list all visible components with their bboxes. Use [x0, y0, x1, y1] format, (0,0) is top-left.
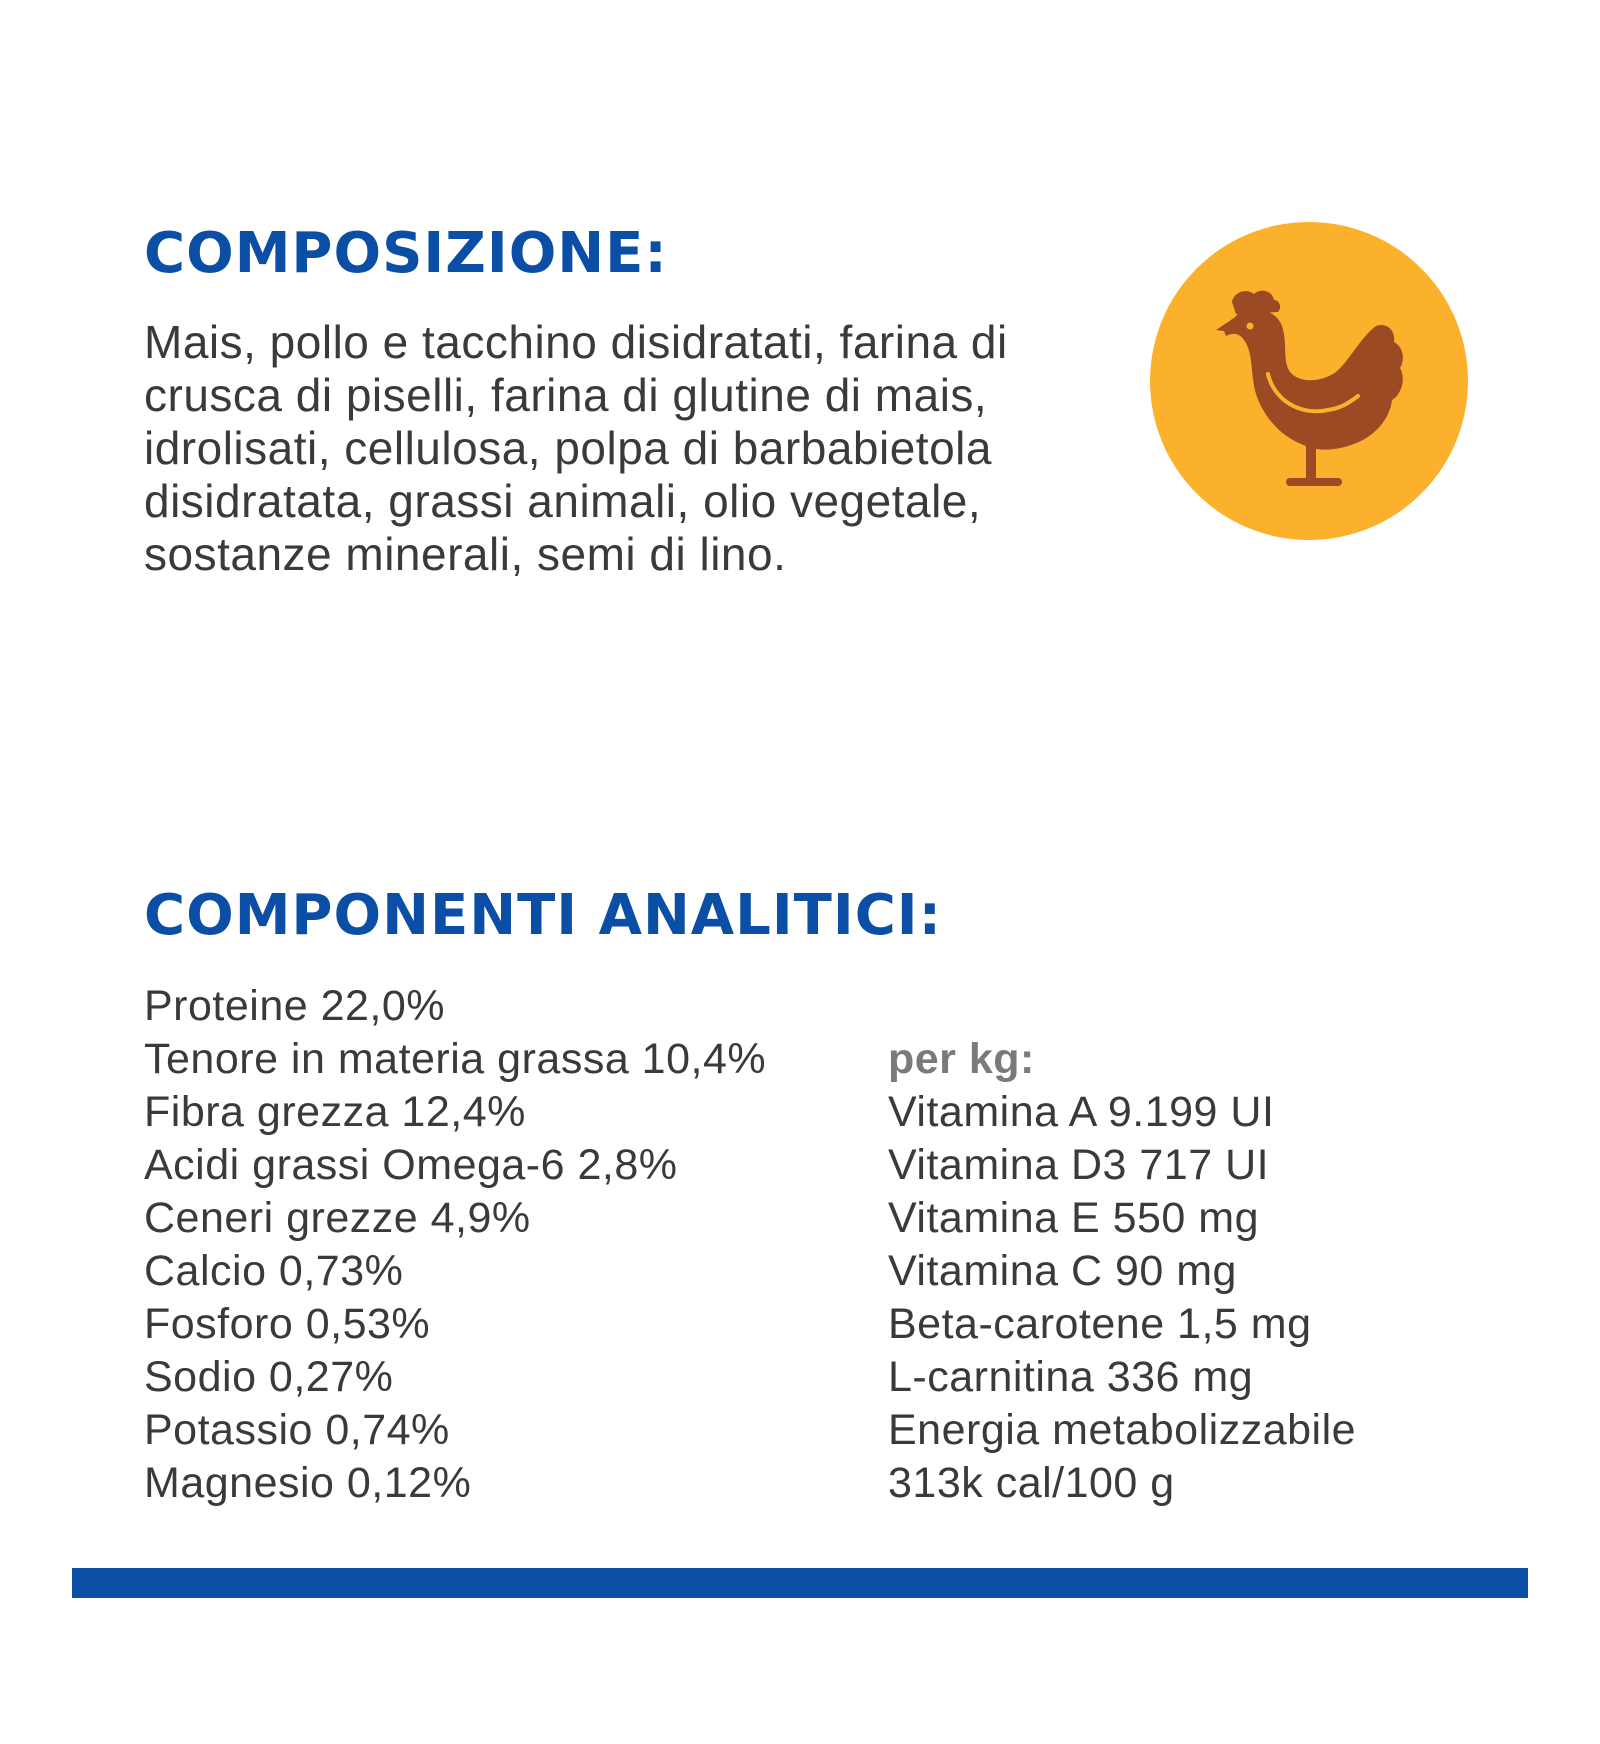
per-kg-label: per kg: — [888, 1035, 1035, 1083]
vitamin-item: Vitamina E 550 mg — [888, 1194, 1260, 1242]
analytics-item: Calcio 0,73% — [144, 1247, 404, 1295]
analytics-item: Proteine 22,0% — [144, 982, 446, 1030]
composition-text: Mais, pollo e tacchino disidratati, farina di crusca di piselli, farina di glutine di mais, idrolisati, cellulosa, polpa di barbabietola disidratata, grassi animali, olio vegetale, sostanze minerali, semi di lino. — [144, 316, 1008, 580]
analytics-item: Fibra grezza 12,4% — [144, 1088, 526, 1136]
vitamin-item: Vitamina C 90 mg — [888, 1247, 1237, 1295]
chicken-badge — [1150, 222, 1468, 540]
analytics-list-left — [144, 980, 766, 1510]
vitamin-item: Vitamina D3 717 UI — [888, 1141, 1270, 1189]
analytics-list-right — [888, 1033, 1356, 1510]
vitamin-item: Beta-carotene 1,5 mg — [888, 1300, 1312, 1348]
vitamin-item: L-carnitina 336 mg — [888, 1353, 1254, 1401]
vitamin-item: 313k cal/100 g — [888, 1459, 1175, 1507]
analytics-item: Ceneri grezze 4,9% — [144, 1194, 531, 1242]
vitamin-item: Energia metabolizzabile — [888, 1406, 1357, 1454]
analytics-item: Acidi grassi Omega-6 2,8% — [144, 1141, 678, 1189]
analytics-item: Fosforo 0,53% — [144, 1300, 431, 1348]
analytics-heading: COMPONENTI ANALITICI: — [144, 883, 943, 948]
footer-bar — [72, 1568, 1528, 1598]
vitamin-item: Vitamina A 9.199 UI — [888, 1088, 1275, 1136]
analytics-item: Sodio 0,27% — [144, 1353, 394, 1401]
chicken-icon — [1150, 222, 1468, 540]
analytics-item: Potassio 0,74% — [144, 1406, 450, 1454]
composition-heading: COMPOSIZIONE: — [144, 221, 668, 286]
analytics-item: Magnesio 0,12% — [144, 1459, 472, 1507]
analytics-item: Tenore in materia grassa 10,4% — [144, 1035, 767, 1083]
